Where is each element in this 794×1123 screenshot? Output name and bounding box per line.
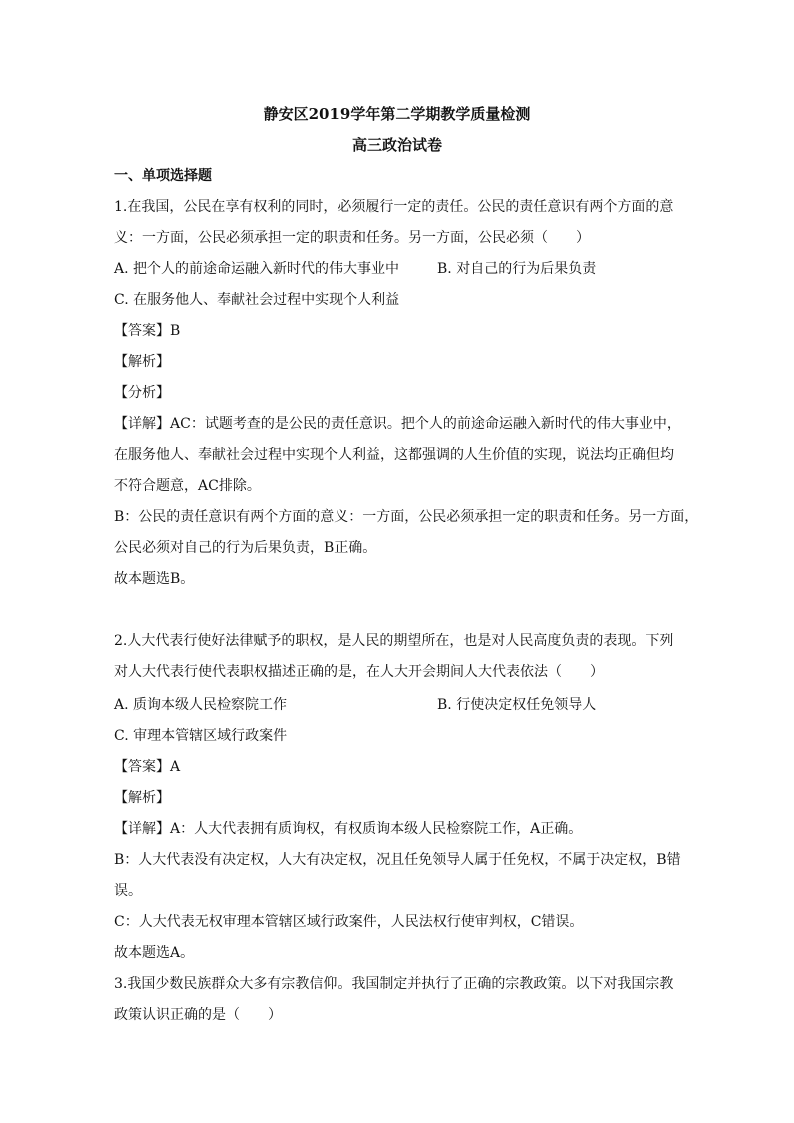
q2-detail-line1: 【详解】A：人大代表拥有质询权，有权质询本级人民检察院工作，A正确。 xyxy=(114,821,583,837)
q2-answer: 【答案】A xyxy=(114,759,181,775)
q3-stem-line2: 政策认识正确的是（ ） xyxy=(114,1007,282,1023)
exam-subtitle: 高三政治试卷 xyxy=(351,136,442,154)
q2-option-a: A. 质询本级人民检察院工作 xyxy=(114,697,288,713)
q2-conclusion: 故本题选A。 xyxy=(114,945,195,961)
q2-detail-line3: 误。 xyxy=(114,883,142,899)
q1-stem-line1: 1.在我国，公民在享有权利的同时，必须履行一定的责任。公民的责任意识有两个方面的意 xyxy=(114,199,674,215)
q1-analysis-label: 【解析】 xyxy=(114,354,170,370)
q2-analysis-label: 【解析】 xyxy=(114,790,170,806)
q1-conclusion: 故本题选B。 xyxy=(114,571,195,587)
q2-stem-line2: 对人大代表行使代表职权描述正确的是，在人大开会期间人大代表依法（ ） xyxy=(114,664,604,680)
q2-option-b: B. 行使决定权任免领导人 xyxy=(437,697,597,713)
q1-detail-line3: 不符合题意，AC排除。 xyxy=(114,478,261,494)
q1-option-c: C. 在服务他人、奉献社会过程中实现个人利益 xyxy=(114,292,400,308)
q1-stem-line2: 义：一方面，公民必须承担一定的职责和任务。另一方面，公民必须（ ） xyxy=(114,230,590,246)
section-heading: 一、单项选择题 xyxy=(114,168,212,184)
q2-option-c: C. 审理本管辖区域行政案件 xyxy=(114,728,288,744)
q2-stem-line1: 2.人大代表行使好法律赋予的职权，是人民的期望所在，也是对人民高度负责的表现。下列 xyxy=(114,633,674,649)
q1-option-b: B. 对自己的行为后果负责 xyxy=(437,261,597,277)
q3-stem-line1: 3.我国少数民族群众大多有宗教信仰。我国制定并执行了正确的宗教政策。以下对我国宗教 xyxy=(114,976,674,992)
q2-detail-line2: B：人大代表没有决定权，人大有决定权，况且任免领导人属于任免权，不属于决定权，B错 xyxy=(114,852,681,868)
q1-detail-line2: 在服务他人、奉献社会过程中实现个人利益，这都强调的人生价值的实现，说法均正确但均 xyxy=(114,447,674,463)
q2-detail-line4: C：人大代表无权审理本管辖区域行政案件，人民法权行使审判权，C错误。 xyxy=(114,914,584,930)
q1-answer: 【答案】B xyxy=(114,323,181,339)
q1-detail-line5: 公民必须对自己的行为后果负责，B正确。 xyxy=(114,540,377,556)
q1-detail-line1: 【详解】AC：试题考查的是公民的责任意识。把个人的前途命运融入新时代的伟大事业中， xyxy=(114,416,681,432)
q1-detail-line4: B：公民的责任意识有两个方面的意义：一方面，公民必须承担一定的职责和任务。另一方面， xyxy=(114,509,699,525)
q1-fenxi-label: 【分析】 xyxy=(114,385,170,401)
exam-title: 静安区2019学年第二学期教学质量检测 xyxy=(263,105,531,123)
q1-option-a: A. 把个人的前途命运融入新时代的伟大事业中 xyxy=(114,261,400,277)
